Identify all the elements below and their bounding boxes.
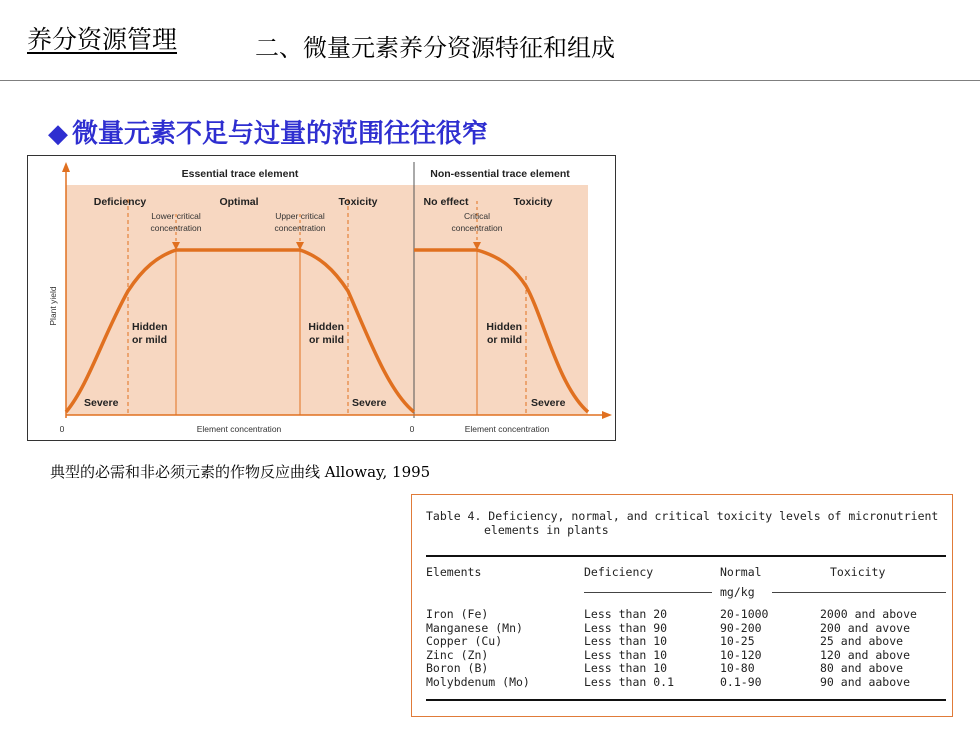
cell-deficiency: Less than 10: [584, 634, 668, 649]
course-title: 养分资源管理: [27, 25, 178, 54]
cell-toxicity: 2000 and above: [820, 607, 917, 621]
nonessential-region-fill: [414, 185, 588, 415]
cell-deficiency: Less than 10: [584, 661, 668, 676]
header-toxicity: Toxicity: [830, 565, 886, 579]
table-caption-line-1: Table 4. Deficiency, normal, and critical toxicity levels of micronutrient: [426, 509, 939, 523]
response-curve-figure: [27, 155, 616, 441]
severe-label-2: Severe: [352, 397, 387, 409]
y-axis-label: Plant yield: [48, 286, 58, 326]
essential-region-fill: [66, 185, 414, 415]
header-deficiency: Deficiency: [584, 565, 654, 579]
lower-critical-label-2: concentration: [150, 223, 202, 233]
lower-critical-label: Lower critical: [151, 211, 201, 221]
critical-label: Critical: [464, 211, 490, 221]
zone-toxicity: Toxicity: [338, 196, 378, 208]
mild-label-3: or mild: [486, 334, 522, 346]
cell-toxicity: 120 and above: [820, 647, 911, 662]
key-point-text: 微量元素不足与过量的范围往往很窄: [72, 119, 489, 149]
zone-no-effect: No effect: [423, 196, 469, 208]
mild-label-1: or mild: [132, 334, 168, 346]
cell-normal: 10-80: [720, 661, 755, 676]
origin-label-2: 0: [409, 424, 415, 434]
table-top-rule: [426, 555, 946, 557]
cell-element: Manganese (Mn): [426, 620, 523, 635]
cell-toxicity: 80 and above: [820, 661, 904, 676]
nonessential-title: Non-essential trace element: [430, 168, 570, 180]
hidden-label-3: Hidden: [486, 321, 522, 333]
cell-element: Boron (B): [426, 661, 489, 676]
header-divider: [0, 80, 980, 81]
cell-deficiency: Less than 0.1: [584, 675, 675, 689]
table-unit: mg/kg: [720, 585, 755, 599]
upper-critical-label-2: concentration: [274, 223, 326, 233]
unit-line-left: [584, 592, 712, 593]
table-bottom-rule: [426, 699, 946, 701]
cell-normal: 10-120: [720, 647, 762, 662]
severe-label-3: Severe: [531, 397, 566, 409]
critical-label-2: concentration: [451, 223, 503, 233]
header-elements: Elements: [426, 565, 482, 579]
cell-toxicity: 200 and avove: [820, 620, 911, 635]
diamond-bullet-icon: ◆: [48, 119, 68, 149]
header-normal: Normal: [720, 565, 762, 579]
hidden-label-2: Hidden: [308, 321, 344, 333]
hidden-label-1: Hidden: [132, 321, 168, 333]
cell-toxicity: 25 and above: [820, 634, 904, 649]
cell-normal: 10-25: [720, 634, 755, 649]
cell-normal: 90-200: [720, 620, 762, 635]
x-axis-arrow-icon: [602, 411, 612, 419]
micronutrient-table: [411, 494, 953, 717]
cell-normal: 20-1000: [720, 607, 769, 621]
section-title: 二、微量元素养分资源特征和组成: [255, 34, 615, 62]
y-axis-arrow-icon: [62, 162, 70, 172]
upper-critical-label: Upper critical: [275, 211, 325, 221]
cell-deficiency: Less than 20: [584, 607, 668, 621]
cell-element: Copper (Cu): [426, 634, 503, 649]
cell-element: Molybdenum (Mo): [426, 675, 530, 689]
cell-element: Zinc (Zn): [426, 647, 489, 662]
cell-deficiency: Less than 90: [584, 620, 668, 635]
cell-toxicity: 90 and aabove: [820, 675, 911, 689]
table-caption-line-2: elements in plants: [484, 523, 609, 537]
unit-line-right: [772, 592, 946, 593]
zone-toxicity-2: Toxicity: [513, 196, 553, 208]
mild-label-2: or mild: [308, 334, 344, 346]
figure-caption: 典型的必需和非必须元素的作物反应曲线 Alloway, 1995: [50, 463, 431, 481]
cell-normal: 0.1-90: [720, 675, 762, 689]
origin-label-1: 0: [59, 424, 65, 434]
cell-deficiency: Less than 10: [584, 647, 668, 662]
severe-label-1: Severe: [84, 397, 119, 409]
key-point: [48, 113, 488, 150]
x-axis-label-1: Element concentration: [196, 424, 282, 434]
essential-title: Essential trace element: [181, 168, 299, 180]
zone-deficiency: Deficiency: [93, 196, 147, 208]
zone-optimal: Optimal: [219, 196, 259, 208]
cell-element: Iron (Fe): [426, 607, 489, 621]
x-axis-label-2: Element concentration: [464, 424, 550, 434]
table-caption: [426, 509, 938, 537]
